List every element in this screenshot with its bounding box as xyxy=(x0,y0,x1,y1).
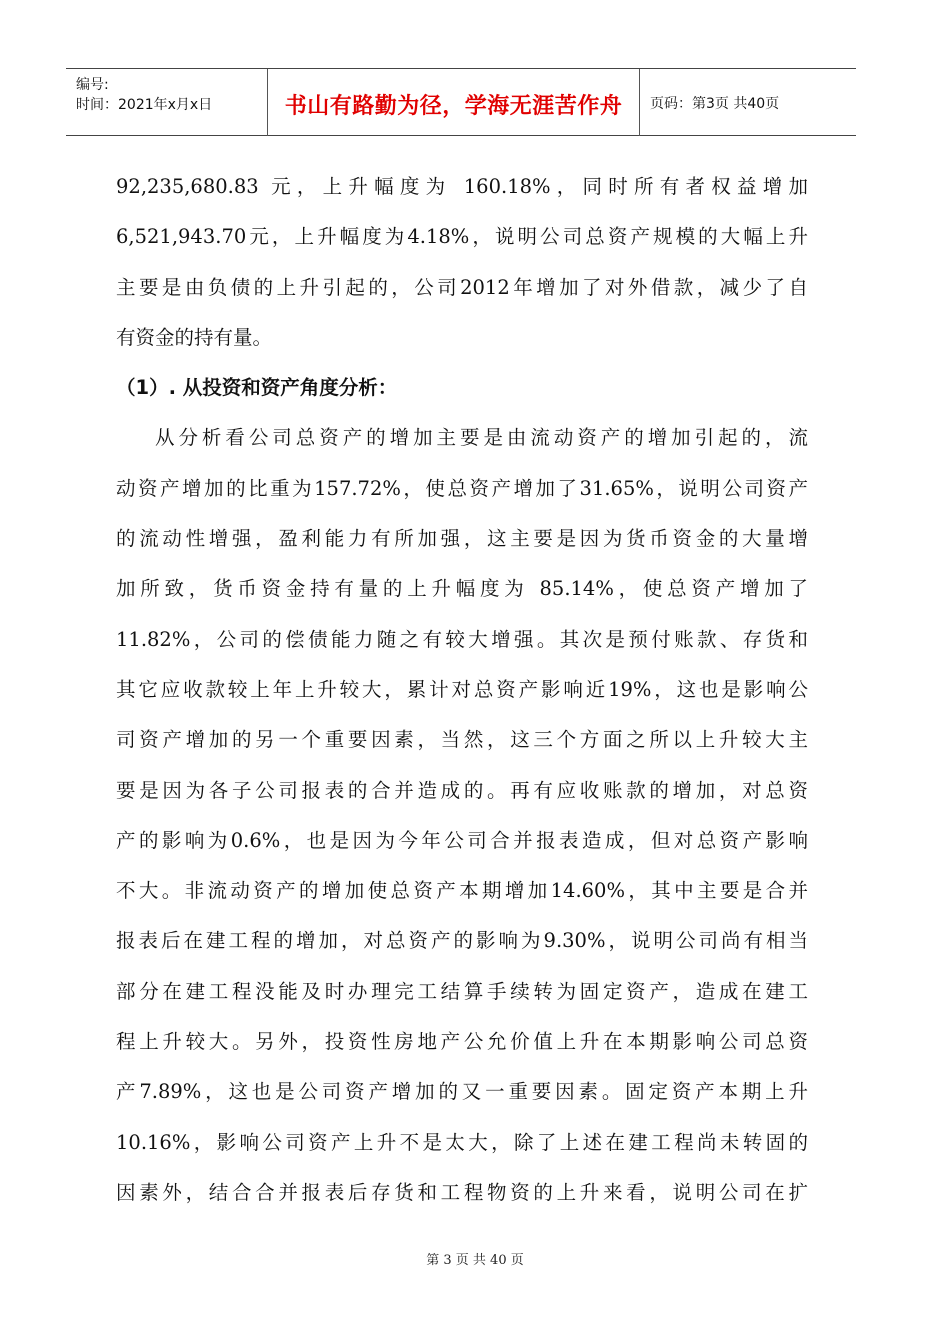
text-line: 加所致，货币资金持有量的上升幅度为 85.14%，使总资产增加了 xyxy=(116,577,808,601)
text-line: 11.82%，公司的偿债能力随之有较大增强。其次是预付账款、存货和 xyxy=(116,627,808,651)
text-line: 其它应收款较上年上升较大，累计对总资产影响近19%，这也是影响公 xyxy=(116,677,808,701)
text-line: 从分析看公司总资产的增加主要是由流动资产的增加引起的，流 xyxy=(155,426,808,450)
doc-time-label: 时间：2021年x月x日 xyxy=(76,97,213,113)
page-header xyxy=(66,68,856,136)
document-body xyxy=(116,162,808,1218)
doc-number-label: 编号: xyxy=(76,77,109,93)
text-line: 6,521,943.70元，上升幅度为4.18%，说明公司总资产规模的大幅上升 xyxy=(116,225,808,249)
text-line: 因素外，结合合并报表后存货和工程物资的上升来看，说明公司在扩 xyxy=(116,1180,808,1204)
header-divider-right xyxy=(639,69,640,136)
paragraph-2 xyxy=(116,413,808,1218)
header-page-label: 页码：第3页 共40页 xyxy=(650,96,780,112)
text-line: 有资金的持有量。 xyxy=(116,325,273,349)
text-line: 产7.89%，这也是公司资产增加的又一重要因素。固定资产本期上升 xyxy=(116,1080,808,1104)
text-line: 报表后在建工程的增加，对总资产的影响为9.30%，说明公司尚有相当 xyxy=(116,929,808,953)
section-heading: （1）. 从投资和资产角度分析： xyxy=(116,376,398,400)
text-line: 的流动性增强，盈利能力有所加强，这主要是因为货币资金的大量增 xyxy=(116,527,808,551)
text-line: 部分在建工程没能及时办理完工结算手续转为固定资产，造成在建工 xyxy=(116,979,808,1003)
text-line: 92,235,680.83 元，上升幅度为 160.18%，同时所有者权益增加 xyxy=(116,175,808,198)
text-line: 产的影响为0.6%，也是因为今年公司合并报表造成，但对总资产影响 xyxy=(116,828,808,852)
text-line: 动资产增加的比重为157.72%，使总资产增加了31.65%，说明公司资产 xyxy=(116,476,808,500)
text-line: 司资产增加的另一个重要因素，当然，这三个方面之所以上升较大主 xyxy=(116,728,808,752)
page-footer: 第 3 页 共 40 页 xyxy=(426,1253,524,1268)
header-meta xyxy=(76,75,212,115)
text-line: 主要是由负债的上升引起的，公司2012年增加了对外借款，减少了自 xyxy=(116,275,808,299)
header-motto: 书山有路勤为径，学海无涯苦作舟 xyxy=(284,94,623,119)
text-line: 要是因为各子公司报表的合并造成的。再有应收账款的增加，对总资 xyxy=(116,778,808,802)
paragraph-1 xyxy=(116,162,808,363)
text-line: 程上升较大。另外，投资性房地产公允价值上升在本期影响公司总资 xyxy=(116,1030,808,1054)
text-line: 不大。非流动资产的增加使总资产本期增加14.60%，其中主要是合并 xyxy=(116,879,808,903)
text-line: 10.16%，影响公司资产上升不是太大，除了上述在建工程尚未转固的 xyxy=(116,1130,808,1154)
